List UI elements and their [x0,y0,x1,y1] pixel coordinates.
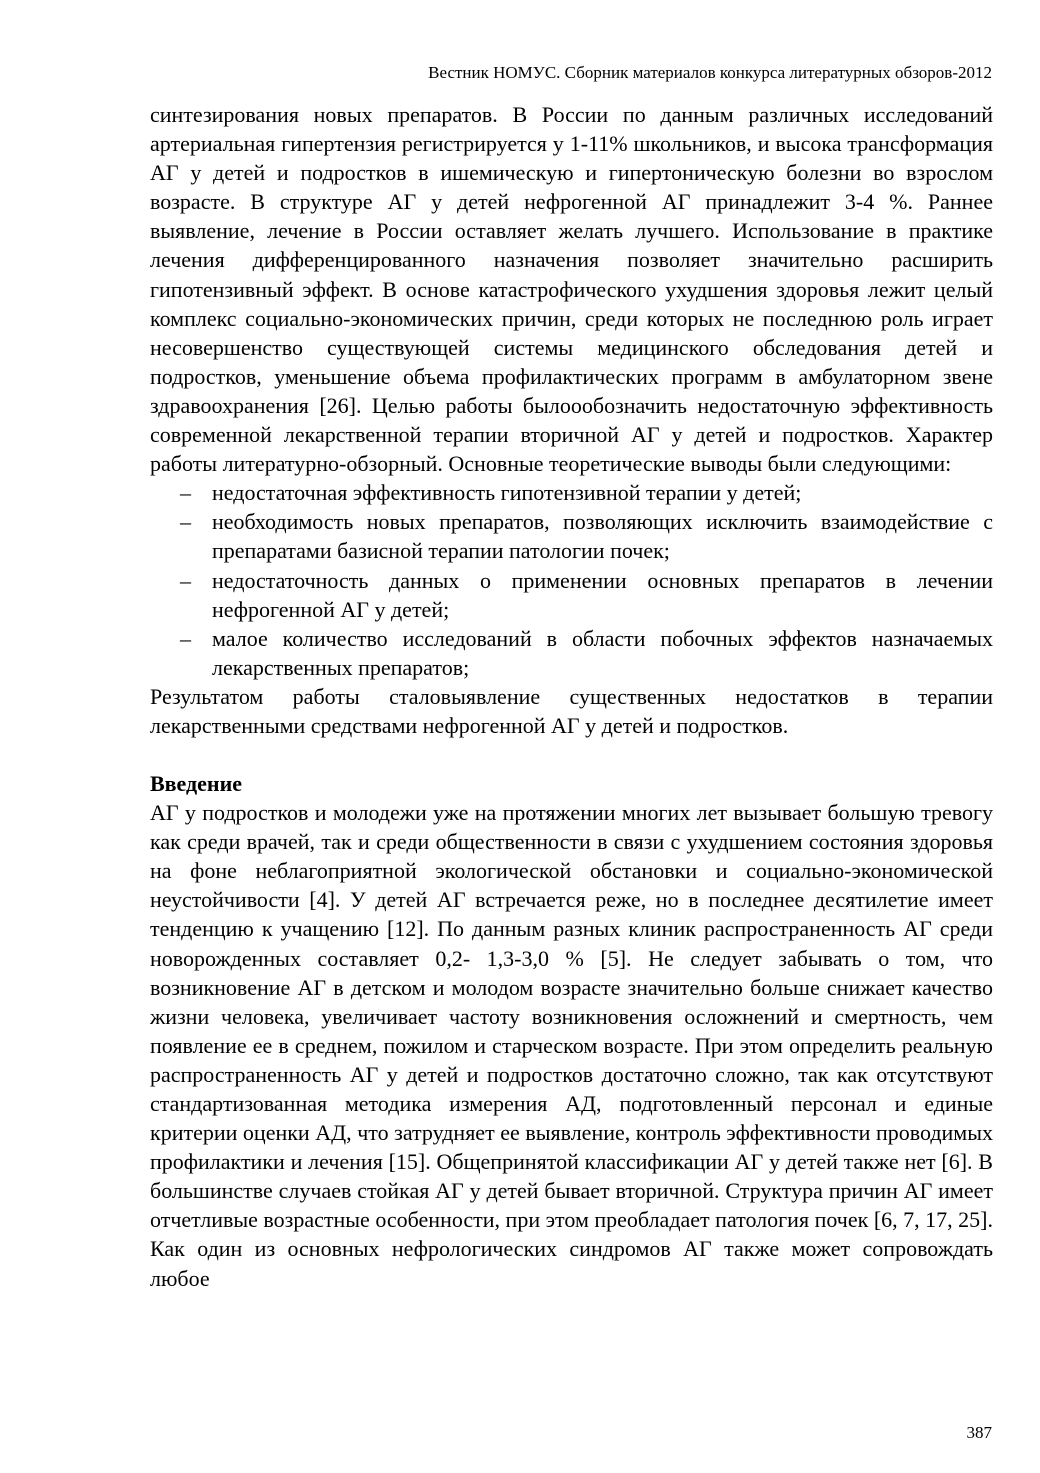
abstract-paragraph: синтезирования новых препаратов. В России по данным различных исследований артериальная гипертензия регистрируется у 1-11% школьников, и высока трансформация АГ у детей и подростков в ишемическую и гипертоническую болезни во взрослом возрасте. В структуре АГ у детей нефрогенной АГ принадлежит 3-4 %. Раннее выявление, лечение в России оставляет желать лучшего. Использование в практике лечения дифференцированного назначения позволяет значительно расширить гипотензивный эффект. В основе катастрофического ухудшения здоровья лежит целый комплекс социально-экономических причин, среди которых не последнюю роль играет несовершенство существующей системы медицинского обследования детей и подростков, уменьшение объема профилактических программ в амбулаторном звене здравоохранения [26]. Целью работы былоообозначить недостаточную эффективность современной лекарственной терапии вторичной АГ у детей и подростков. Характер работы литературно-обзорный. Основные теоретические выводы были следующими: [150,102,993,477]
conclusions-list [150,478,993,682]
list-item [180,507,993,565]
list-item-text: необходимость новых препаратов, позволяющих исключить взаимодействие с препаратами базисной терапии патологии почек; [212,509,993,564]
list-item [180,478,993,507]
list-item-text: недостаточность данных о применении основных препаратов в лечении нефрогенной АГ у детей; [212,567,993,622]
page-body [150,100,993,1293]
list-item [180,566,993,624]
list-item-text: малое количество исследований в области побочных эффектов назначаемых лекарственных препаратов; [212,625,993,680]
bullet-dash: – [180,625,191,651]
bullet-dash: – [180,480,191,506]
introduction-paragraph: АГ у подростков и молодежи уже на протяжении многих лет вызывает большую тревогу как среди врачей, так и среди общественности в связи с ухудшением состояния здоровья на фоне неблагоприятной экологической обстановки и социально-экономической неустойчивости [4]. У детей АГ встречается реже, но в последнее десятилетие имеет тенденцию к учащению [12]. По данным разных клиник распространенность АГ среди новорожденных составляет 0,2- 1,3-3,0 % [5]. Не следует забывать о том, что возникновение АГ в детском и молодом возрасте значительно больше снижает качество жизни человека, увеличивает частоту возникновения осложнений и смертность, чем появление ее в среднем, пожилом и старческом возрасте. При этом определить реальную распространенность АГ у детей и подростков достаточно сложно, так как отсутствуют стандартизованная методика измерения АД, подготовленный персонал и единые критерии оценки АД, что затрудняет ее выявление, контроль эффективности проводимых профилактики и лечения [15]. Общепринятой классификации АГ у детей также нет [6]. В большинстве случаев стойкая АГ у детей бывает вторичной. Структура причин АГ имеет отчетливые возрастные особенности, при этом преобладает патология почек [6, 7, 17, 25]. Как один из основных нефрологических синдромов АГ также может сопровождать любое [150,800,993,1291]
section-heading-introduction: Введение [150,771,243,797]
bullet-dash: – [180,567,191,593]
section-spacer [150,740,993,769]
bullet-dash: – [180,509,191,535]
abstract-result: Результатом работы сталовыявление существенных недостатков в терапии лекарственными средствами нефрогенной АГ у детей и подростков. [150,683,993,738]
list-item [180,624,993,682]
list-item-text: недостаточная эффективность гипотензивной терапии у детей; [212,480,802,506]
page-number: 387 [966,1423,992,1442]
running-header: Вестник НОМУС. Сборник материалов конкурса литературных обзоров-2012 [428,63,992,82]
